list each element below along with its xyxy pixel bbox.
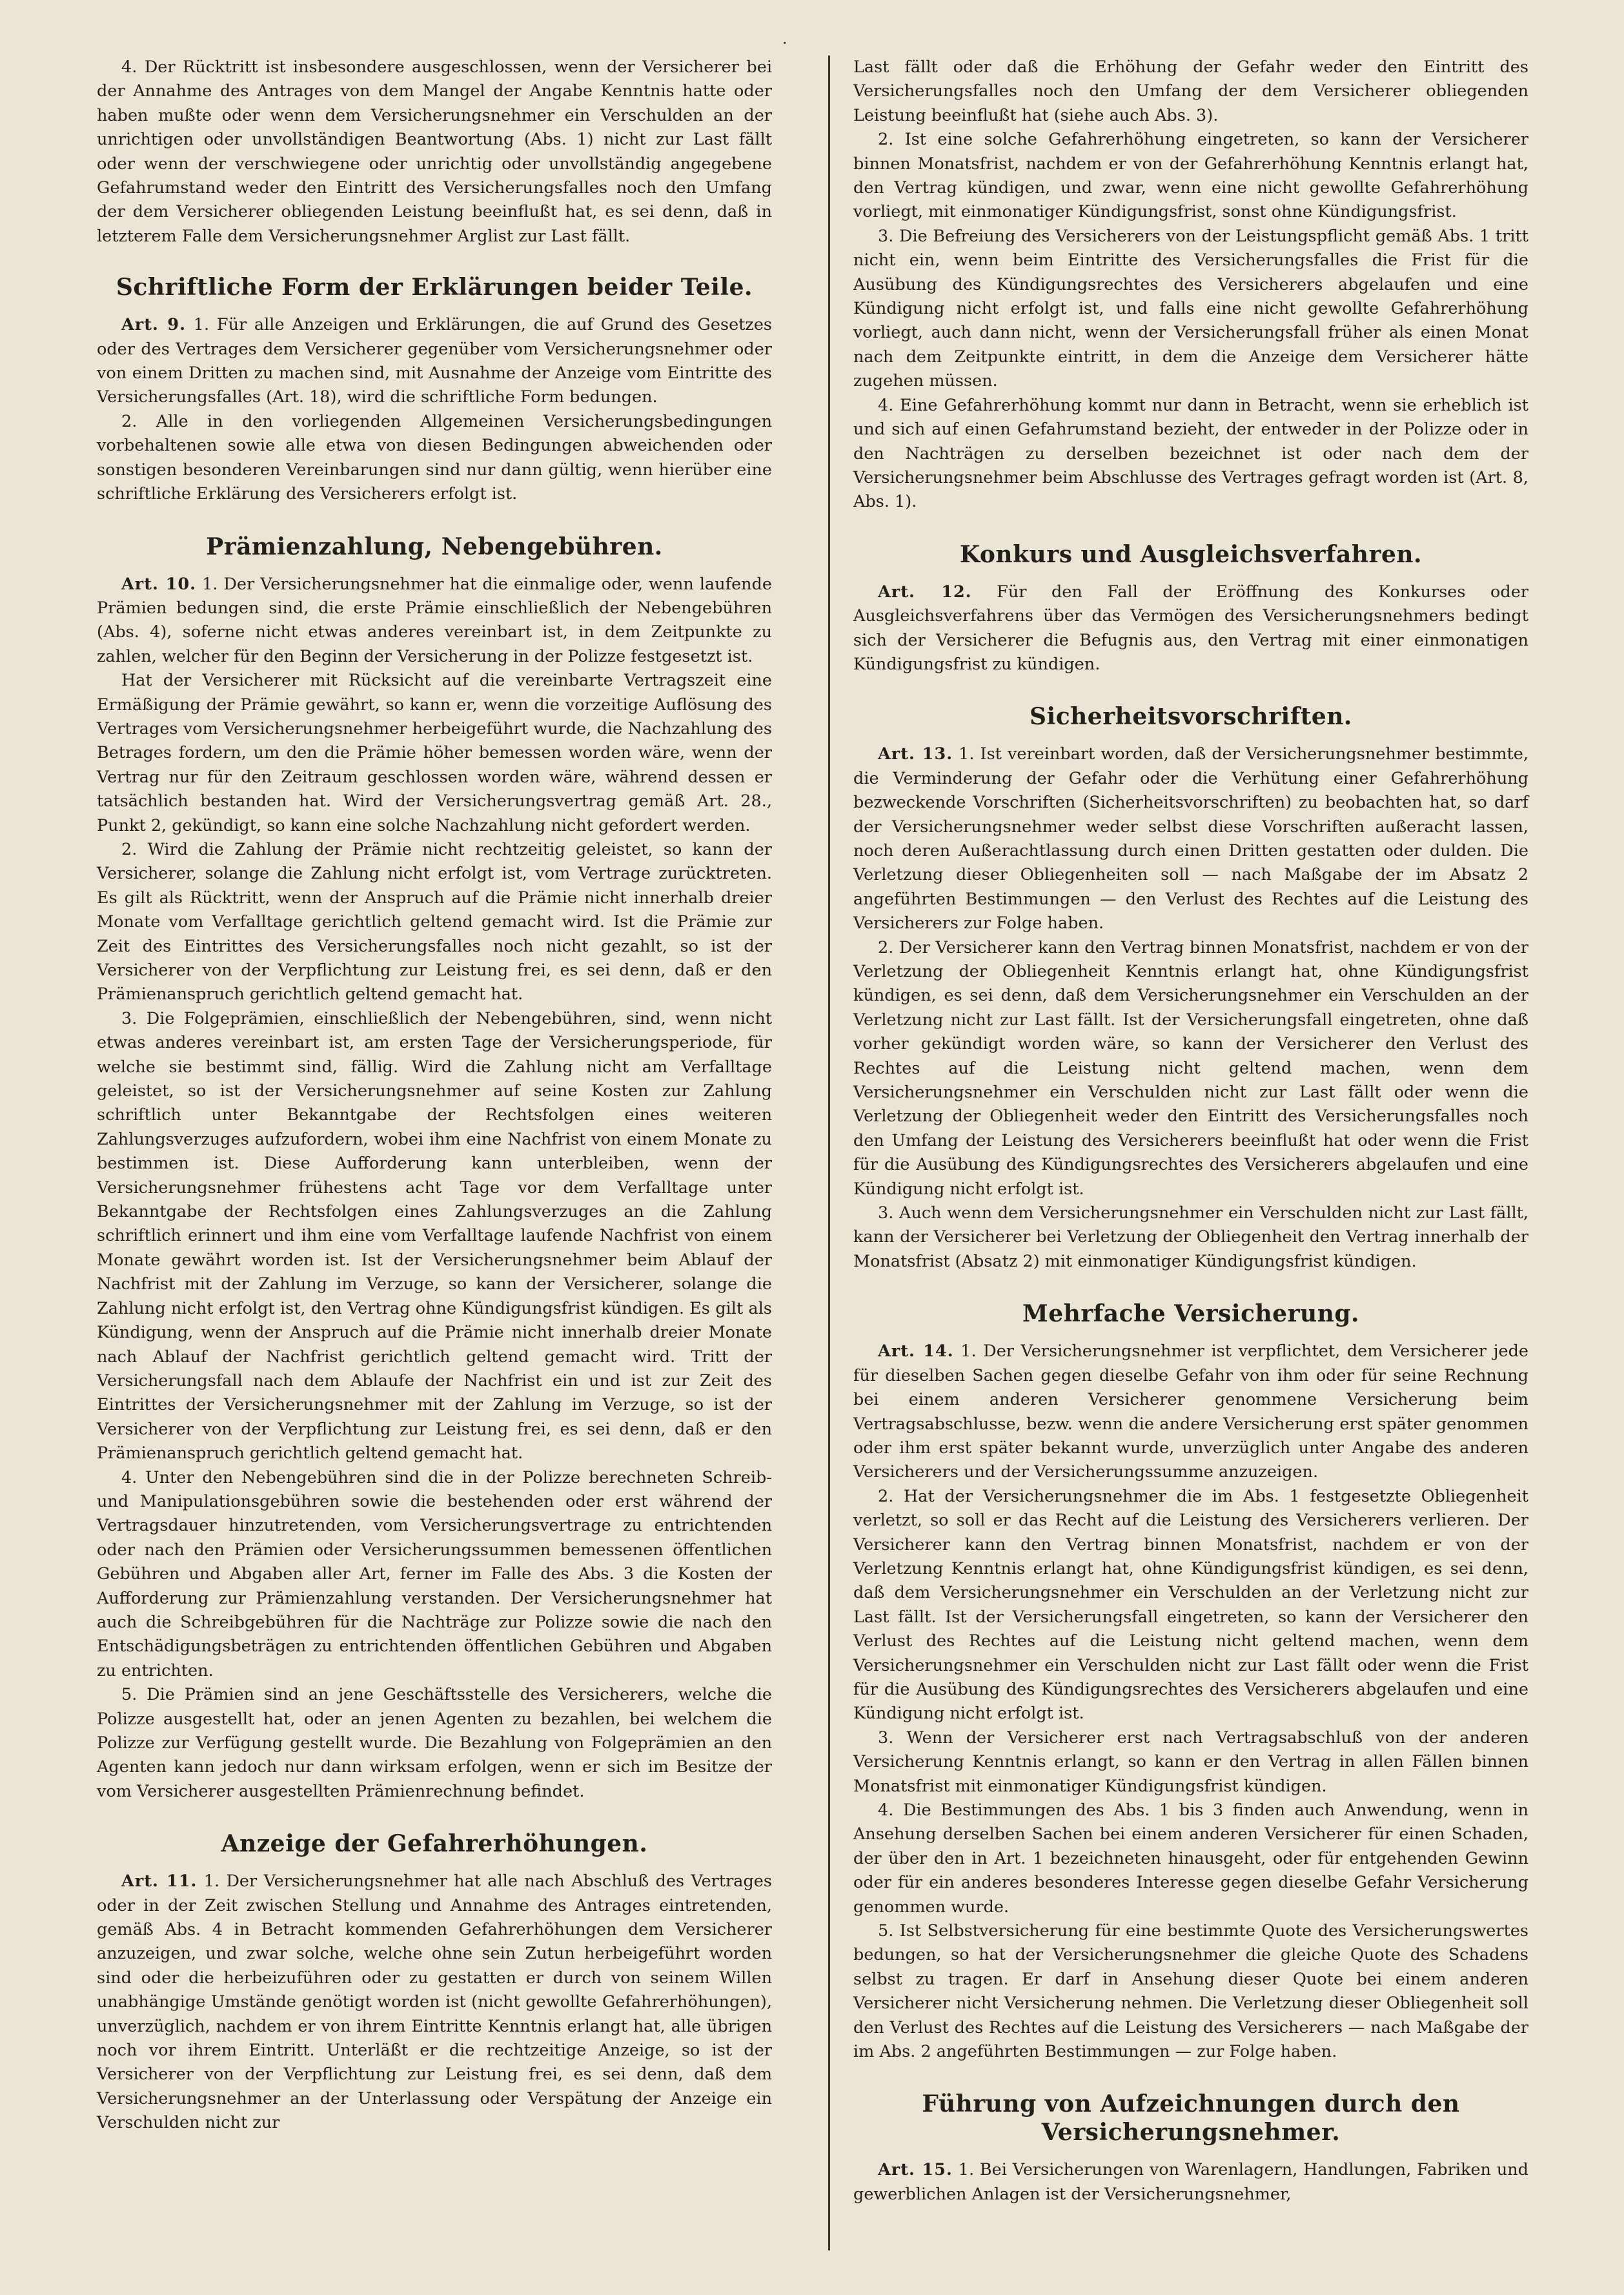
article-label: Art. 9. xyxy=(121,315,187,335)
paragraph xyxy=(853,2158,1528,2207)
paragraph: 5. Ist Selbstversicherung für eine bestimmte Quote des Versicherungswertes bedungen, so hat der Versicherungsnehmer die gleiche Quote des Schadens selbst zu tragen. Er darf in Ansehung dieser Quote bei einem anderen Versicherer nicht Versicherung nehmen. Die Verletzung dieser Obliegenheit soll den Verlust des Rechtes auf die Leistung des Versicherers — nach Maßgabe der im Abs. 2 angeführten Bestimmungen — zur Folge haben. xyxy=(853,1921,1528,2062)
article-label: Art. 11. xyxy=(121,1872,198,1892)
paragraph-text: 1. Ist vereinbart worden, daß der Versicherungsnehmer bestimmte, die Verminderung der Gefahr oder die Verhütung einer Gefahrerhöhung bezweckende Vorschriften (Sicherheitsvorschriften) zu beobachten hat, so darf der Versicherungsnehmer weder selbst diese Vorschriften außeracht lassen, noch deren Außerachtlassung durch einen Dritten gestatten oder dulden. Die Verletzung dieser Obliegenheiten soll — nach Maßgabe der im Absatz 2 angeführten Bestimmungen — den Verlust des Rechtes auf die Leistung des Versicherers zur Folge haben. xyxy=(853,744,1529,933)
paragraph: 3. Die Folgeprämien, einschließlich der Nebengebühren, sind, wenn nicht etwas anderes vereinbart ist, am ersten Tage der Versicherungsperiode, für welche sie bestimmt sind, fällig. Wird die Zahlung nicht am Verfalltage geleistet, so ist der Versicherungsnehmer auf seine Kosten zur Zahlung schriftlich unter Bekanntgabe der Rechtsfolgen eines weiteren Zahlungsverzuges aufzufordern, wobei ihm eine Nachfrist von einem Monate zu bestimmen ist. Diese Aufforderung kann unterbleiben, wenn der Versicherungsnehmer frühestens acht Tage vor dem Verfalltage unter Bekanntgabe der Rechtsfolgen eines Zahlungsverzuges an die Zahlung schriftlich erinnert und ihm eine vom Verfalltage laufende Nachfrist von einem Monate gewährt worden ist. Ist der Versicherungsnehmer beim Ablauf der Nachfrist mit der Zahlung im Verzuge, so kann der Versicherer, solange die Zahlung nicht erfolgt ist, den Vertrag ohne Kündigungsfrist kündigen. Es gilt als Kündigung, wenn der Anspruch auf die Prämie nicht innerhalb dreier Monate nach Ablauf der Nachfrist gerichtlich geltend gemacht wird. Tritt der Versicherungsfall nach dem Ablaufe der Nachfrist ein und ist zur Zeit des Eintrittes der Versicherungsnehmer mit der Zahlung im Verzuge, so ist der Versicherer von der Verpflichtung zur Leistung frei, es sei denn, daß er den Prämienanspruch gerichtlich geltend gemacht hat. xyxy=(97,1008,772,1464)
article-label: Art. 14. xyxy=(878,1341,954,1362)
paragraph: 4. Unter den Nebengebühren sind die in der Polizze berechneten Schreib- und Manipulationsgebühren sowie die bestehenden oder erst während der Vertragsdauer hinzutretenden, vom Versicherungsvertrage zu entrichtenden oder nach den Prämien oder Versicherungssummen bemessenen öffentlichen Gebühren und Abgaben aller Art, ferner im Falle des Abs. 3 die Kosten der Aufforderung zur Prämienzahlung verstanden. Der Versicherungsnehmer hat auch die Schreibgebühren für die Nachträge zur Polizze sowie die nach den Entschädigungsbeträgen zu entrichtenden öffentlichen Gebühren und Abgaben zu entrichten. xyxy=(97,1467,772,1680)
paragraph xyxy=(853,580,1528,677)
paragraph: 2. Hat der Versicherungsnehmer die im Abs. 1 festgesetzte Obliegenheit verletzt, so soll er das Recht auf die Leistung des Versicherers verlieren. Der Versicherer kann den Vertrag binnen Monatsfrist, nachdem er von der Verletzung Kenntnis erlangt hat, ohne Kündigungsfrist kündigen, es sei denn, daß dem Versicherungsnehmer ein Verschulden an der Verletzung nicht zur Last fällt. Ist der Versicherungsfall eingetreten, so kann der Versicherer den Verlust des Rechtes auf die Leistung nicht geltend machen, wenn dem Versicherungsnehmer ein Verschulden nicht zur Last fällt oder wenn die Frist für die Ausübung des Kündigungsrechtes des Versicherers abgelaufen und eine Kündigung nicht erfolgt ist. xyxy=(853,1486,1528,1724)
article-label: Art. 10. xyxy=(121,574,197,594)
paragraph: 2. Ist eine solche Gefahrerhöhung eingetreten, so kann der Versicherer binnen Monatsfrist, nachdem er von der Gefahrerhöhung Kenntnis erlangt hat, den Vertrag kündigen, und zwar, wenn eine nicht gewollte Gefahrerhöhung vorliegt, mit einmonatiger Kündigungsfrist, sonst ohne Kündigungsfrist. xyxy=(853,130,1528,222)
paragraph-text: Für den Fall der Eröffnung des Konkurses oder Ausgleichsverfahrens über das Vermögen des Versicherungsnehmers bedingt sich der Versicherer die Befugnis aus, den Vertrag mit einer einmonatigen Kündigungsfrist zu kündigen. xyxy=(853,582,1528,674)
left-column xyxy=(97,56,772,2136)
paragraph: 2. Alle in den vorliegenden Allgemeinen Versicherungsbedingungen vorbehaltenen sowie alle etwa von diesen Bedingungen abweichenden oder sonstigen besonderen Vereinbarungen sind nur dann gültig, wenn hierüber eine schriftliche Erklärung des Versicherers erfolgt ist. xyxy=(97,411,772,504)
paragraph: 2. Wird die Zahlung der Prämie nicht rechtzeitig geleistet, so kann der Versicherer, solange die Zahlung nicht erfolgt ist, vom Vertrage zurücktreten. Es gilt als Rücktritt, wenn der Anspruch auf die Prämie nicht innerhalb dreier Monate vom Verfalltage gerichtlich geltend gemacht wird. Ist die Prämie zur Zeit des Eintrittes des Versicherungsfalles noch nicht gezahlt, so ist der Versicherer von der Verpflichtung zur Leistung frei, es sei denn, daß er den Prämienanspruch gerichtlich geltend gemacht hat. xyxy=(97,839,772,1005)
paragraph-text: 1. Der Versicherungsnehmer hat die einmalige oder, wenn laufende Prämien bedungen sind, die erste Prämie einschließlich der Nebengebühren (Abs. 4), soferne nicht etwas anderes vereinbart ist, in dem Zeitpunkte zu zahlen, welcher für den Beginn der Versicherung in der Polizze festgesetzt ist. xyxy=(97,574,772,666)
paragraph: 4. Der Rücktritt ist insbesondere ausgeschlossen, wenn der Versicherer bei der Annahme des Antrages von dem Mangel der Angabe Kenntnis hatte oder haben mußte oder wenn dem Versicherungsnehmer ein Verschulden an der unrichtigen oder unvollständigen Beantwortung (Abs. 1) nicht zur Last fällt oder wenn der verschwiegene oder unrichtig oder unvollständig angegebene Gefahrumstand weder den Eintritt des Versicherungsfalles noch den Umfang der dem Versicherer obliegenden Leistung beeinflußt hat, es sei denn, daß in letzterem Falle dem Versicherungsnehmer Arglist zur Last fällt. xyxy=(97,57,772,246)
section-heading: Konkurs und Ausgleichsverfahren. xyxy=(959,540,1423,568)
paragraph xyxy=(853,742,1528,935)
section-heading: Prämienzahlung, Nebengebühren. xyxy=(206,533,663,560)
right-column xyxy=(853,56,1528,2207)
paragraph: Last fällt oder daß die Erhöhung der Gefahr weder den Eintritt des Versicherungsfalles noch den Umfang der dem Versicherer obliegenden Leistung beeinflußt hat (siehe auch Abs. 3). xyxy=(853,57,1528,125)
paragraph xyxy=(97,573,772,669)
column-divider xyxy=(828,56,830,2250)
paragraph: 4. Eine Gefahrerhöhung kommt nur dann in Betracht, wenn sie erheblich ist und sich auf einen Gefahrumstand bezieht, der entweder in der Polizze oder in den Nachträgen zu derselben bezeichnet ist oder nach dem der Versicherungsnehmer beim Abschlusse des Vertrages gefragt worden ist (Art. 8, Abs. 1). xyxy=(853,395,1528,512)
paragraph xyxy=(97,313,772,410)
paragraph-text: 1. Bei Versicherungen von Warenlagern, Handlungen, Fabriken und gewerblichen Anlagen ist der Versicherungsnehmer, xyxy=(853,2160,1528,2204)
paragraph xyxy=(97,1870,772,2135)
paragraph-text: 1. Der Versicherungsnehmer ist verpflichtet, dem Versicherer jede für dieselben Sachen gegen dieselbe Gefahr von ihm oder für seine Rechnung bei einem anderen Versicherer genommene Versicherung beim Vertragsabschlusse, bezw. wenn die andere Versicherung erst später genommen oder ihm erst später bekannt wurde, unverzüglich unter Angabe des anderen Versicherers und der Versicherungssumme anzuzeigen. xyxy=(853,1341,1528,1482)
paragraph: Hat der Versicherer mit Rücksicht auf die vereinbarte Vertragszeit eine Ermäßigung der Prämie gewährt, so kann er, wenn die vorzeitige Auflösung des Vertrages vom Versicherungsnehmer herbeigeführt wurde, die Nachzahlung des Betrages fordern, um den die Prämie höher bemessen worden wäre, wenn der Vertrag nur für den Zeitraum geschlossen worden wäre, während dessen er tatsächlich bestanden hat. Wird der Versicherungsvertrag gemäß Art. 28., Punkt 2, gekündigt, so kann eine solche Nachzahlung nicht gefordert werden. xyxy=(97,671,772,835)
paragraph-text: 1. Der Versicherungsnehmer hat alle nach Abschluß des Vertrages oder in der Zeit zwischen Stellung und Annahme des Antrages eintretenden, gemäß Abs. 4 in Betracht kommenden Gefahrerhöhungen dem Versicherer anzuzeigen, und zwar solche, welche ohne sein Zutun herbeigeführt worden sind oder die herbeizuführen oder zu gestatten er durch von seinem Willen unabhängige Umstände genötigt worden ist (nicht gewollte Gefahrerhöhungen), unverzüglich, nachdem er von ihrem Eintritte Kenntnis erlangt hat, alle übrigen noch vor ihrem Eintritt. Unterläßt er die rechtzeitige Anzeige, so ist der Versicherer von der Verpflichtung zur Leistung frei, es sei denn, daß dem Versicherungsnehmer an der Unterlassung oder Verspätung der Anzeige ein Verschulden nicht zur xyxy=(97,1872,772,2133)
paragraph xyxy=(853,1340,1528,1484)
paragraph: 3. Auch wenn dem Versicherungsnehmer ein Verschulden nicht zur Last fällt, kann der Versicherer bei Verletzung der Obliegenheit den Vertrag innerhalb der Monatsfrist (Absatz 2) mit einmonatiger Kündigungsfrist kündigen. xyxy=(853,1203,1528,1271)
article-label: Art. 13. xyxy=(878,744,953,764)
paragraph-text: 1. Für alle Anzeigen und Erklärungen, die auf Grund des Gesetzes oder des Vertrages dem Versicherer gegenüber vom Versicherungsnehmer oder von einem Dritten zu machen sind, mit Ausnahme der Anzeige vom Eintritte des Versicherungsfalles (Art. 18), wird die schriftliche Form bedungen. xyxy=(97,315,773,407)
paragraph: 5. Die Prämien sind an jene Geschäftsstelle des Versicherers, welche die Polizze ausgestellt hat, oder an jenen Agenten zu bezahlen, bei welchem die Polizze zur Verfügung gestellt wurde. Die Bezahlung von Folgeprämien an den Agenten kann jedoch nur dann wirksam erfolgen, wenn er sich im Besitze der vom Versicherer ausgestellten Prämienrechnung befindet. xyxy=(97,1685,772,1801)
article-label: Art. 15. xyxy=(878,2160,953,2180)
paragraph: 4. Die Bestimmungen des Abs. 1 bis 3 finden auch Anwendung, wenn in Ansehung derselben Sachen bei einem anderen Versicherer für einen Schaden, der über den in Art. 1 bezeichneten hinausgeht, oder für entgehenden Gewinn oder für ein anderes besonderes Interesse gegen dieselbe Gefahr Versicherung genommen wurde. xyxy=(853,1800,1528,1917)
paragraph: 2. Der Versicherer kann den Vertrag binnen Monatsfrist, nachdem er von der Verletzung der Obliegenheit Kenntnis erlangt hat, ohne Kündigungsfrist kündigen, es sei denn, daß dem Versicherungsnehmer ein Verschulden an der Verletzung nicht zur Last fällt. Ist der Versicherungsfall eingetreten, ohne daß vorher gekündigt worden wäre, so kann der Versicherer den Verlust des Rechtes auf die Leistung nicht geltend machen, wenn dem Versicherungsnehmer ein Verschulden nicht zur Last fällt oder wenn die Verletzung der Obliegenheit weder den Eintritt des Versicherungsfalles noch den Umfang der Leistung des Versicherers beeinflußt hat oder wenn die Frist für die Ausübung des Kündigungsrechtes des Versicherers abgelaufen und eine Kündigung nicht erfolgt ist. xyxy=(853,937,1528,1199)
section-heading: Führung von Aufzeichnungen durch den Versicherungsnehmer. xyxy=(922,2090,1460,2147)
paragraph: 3. Wenn der Versicherer erst nach Vertragsabschluß von der anderen Versicherung Kenntnis erlangt, so kann er den Vertrag in allen Fällen binnen Monatsfrist mit einmonatiger Kündigungsfrist kündigen. xyxy=(853,1728,1528,1796)
section-heading: Sicherheitsvorschriften. xyxy=(1030,703,1352,731)
section-heading: Schriftliche Form der Erklärungen beider Teile. xyxy=(116,274,753,301)
article-label: Art. 12. xyxy=(878,582,972,602)
section-heading: Anzeige der Gefahrerhöhungen. xyxy=(221,1830,648,1858)
page-mark: · xyxy=(782,34,787,52)
paragraph: 3. Die Befreiung des Versicherers von der Leistungspflicht gemäß Abs. 1 tritt nicht ein, wenn beim Eintritte des Versicherungsfalles die Frist für die Ausübung des Kündigungsrechtes des Versicherers abgelaufen und eine Kündigung nicht erfolgt ist, und falls eine nicht gewollte Gefahrerhöhung vorliegt, auch dann nicht, wenn der Versicherungsfall früher als einen Monat nach dem Zeitpunkte eintritt, in dem die Anzeige dem Versicherer hätte zugehen müssen. xyxy=(853,226,1528,391)
section-heading: Mehrfache Versicherung. xyxy=(1022,1300,1360,1328)
